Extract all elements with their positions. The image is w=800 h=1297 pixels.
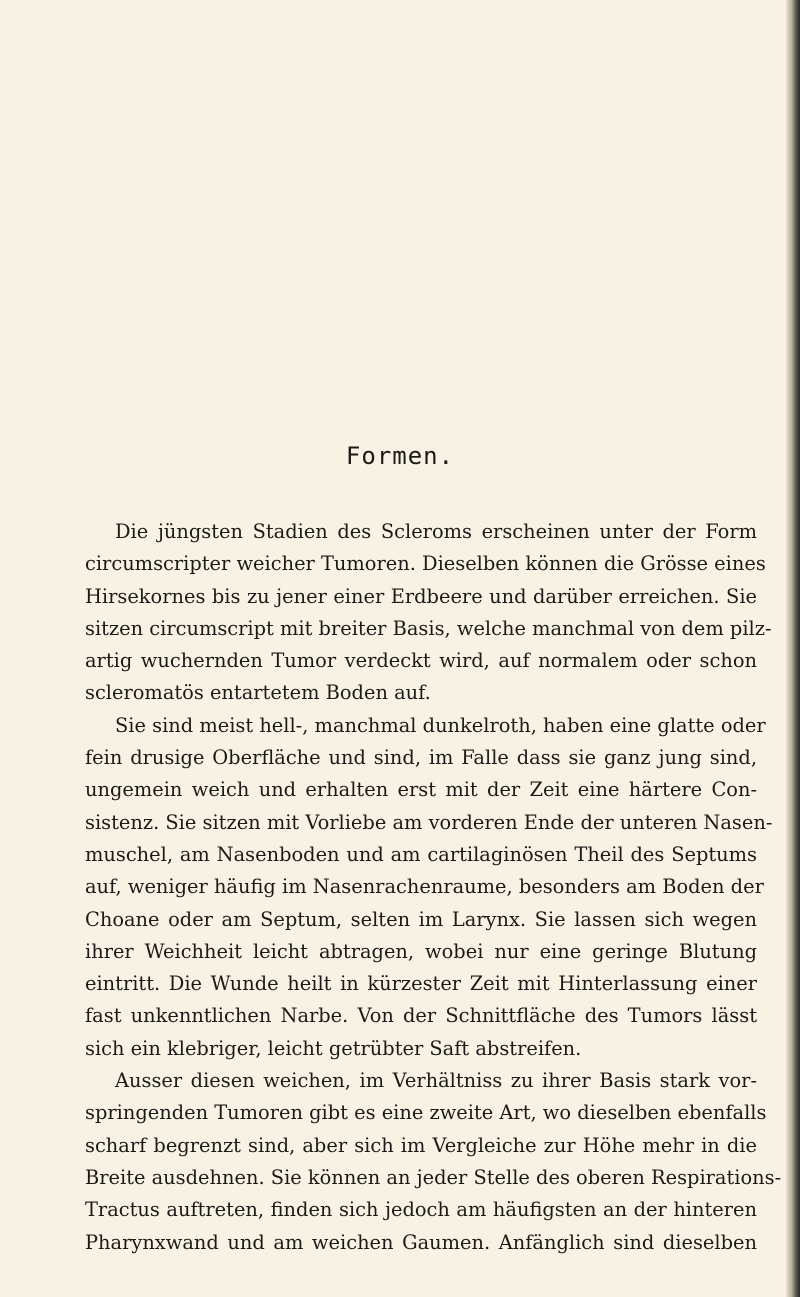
text-line: sistenz. Sie sitzen mit Vorliebe am vorderen Ende der unteren Nasen- [85,810,773,834]
text-line: fast unkenntlichen Narbe. Von der Schnittfläche des Tumors lässt [85,1004,757,1028]
text-line: sich ein klebriger, leicht getrübter Saft abstreifen. [85,1036,582,1060]
text-line: ihrer Weichheit leicht abtragen, wobei nur eine geringe Blutung [85,939,757,963]
text-line: Tractus auftreten, finden sich jedoch am häufigsten an der hinteren [85,1198,757,1222]
text-line: fein drusige Oberfläche und sind, im Falle dass sie ganz jung sind, [85,746,757,770]
text-line: Sie sind meist hell-, manchmal dunkelroth, haben eine glatte oder [115,713,766,737]
text-line: Pharynxwand und am weichen Gaumen. Anfänglich sind dieselben [85,1230,757,1254]
text-line: Choane oder am Septum, selten im Larynx. Sie lassen sich wegen [85,907,757,931]
text-line: springenden Tumoren gibt es eine zweite Art, wo dieselben ebenfalls [85,1101,767,1125]
text-line: eintritt. Die Wunde heilt in kürzester Zeit mit Hinterlassung einer [85,972,757,996]
text-line: Breite ausdehnen. Sie können an jeder Stelle des oberen Respirations- [85,1165,782,1189]
text-line: circumscripter weicher Tumoren. Dieselben können die Grösse eines [85,552,766,576]
page-edge-shadow [786,0,800,1297]
text-line: muschel, am Nasenboden und am cartilaginösen Theil des Septums [85,842,757,866]
text-line: scleromatös entartetem Boden auf. [85,681,431,705]
text-line: Hirsekornes bis zu jener einer Erdbeere und darüber erreichen. Sie [85,584,757,608]
section-heading: Formen. [345,442,455,470]
text-line: artig wuchernden Tumor verdeckt wird, auf normalem oder schon [85,649,757,673]
text-line: Die jüngsten Stadien des Scleroms erscheinen unter der Form [115,520,757,543]
text-line: auf, weniger häufig im Nasenrachenraume, besonders am Boden der [85,875,764,899]
text-line: Ausser diesen weichen, im Verhältniss zu ihrer Basis stark vor- [115,1069,757,1093]
text-line: scharf begrenzt sind, aber sich im Vergleiche zur Höhe mehr in die [85,1133,757,1157]
text-line: sitzen circumscript mit breiter Basis, welche manchmal von dem pilz- [85,616,772,640]
body-text [85,516,782,1259]
text-line: ungemein weich und erhalten erst mit der Zeit eine härtere Con- [85,778,757,802]
